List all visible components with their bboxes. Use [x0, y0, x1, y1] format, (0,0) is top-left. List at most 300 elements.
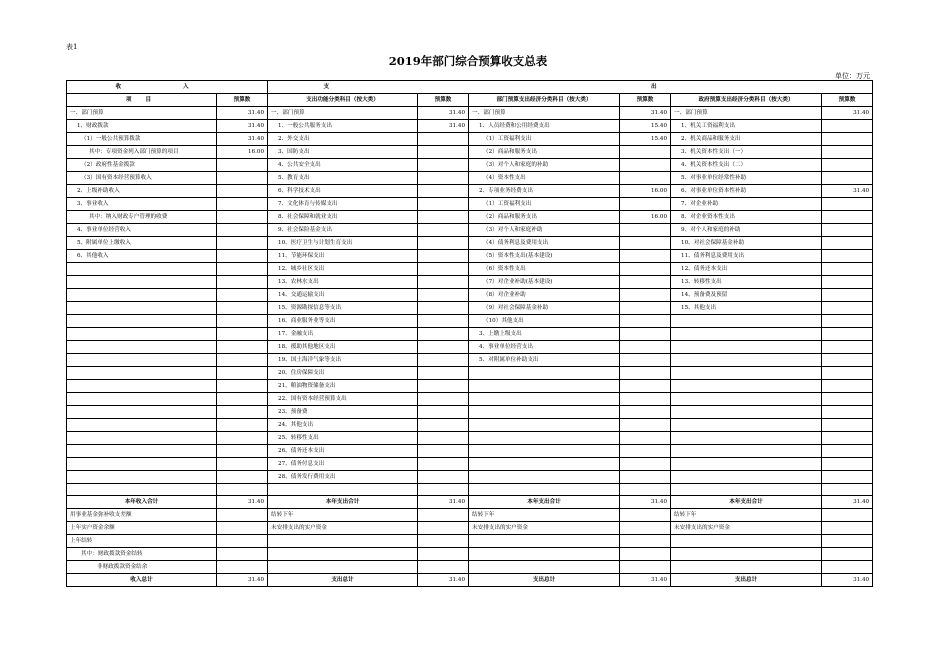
total-label: 支出总计 — [671, 574, 822, 587]
func-amount — [418, 535, 469, 548]
table-row — [67, 458, 873, 471]
gov-econ-amount — [822, 211, 873, 224]
gov-econ-amount — [822, 224, 873, 237]
func-item: 22、国有资本经营预算支出 — [268, 393, 418, 406]
func-item: 7、文化体育与传媒支出 — [268, 198, 418, 211]
income-amount — [217, 406, 268, 419]
table-row — [67, 471, 873, 484]
income-amount: 16.00 — [217, 146, 268, 159]
gov-econ-item — [671, 561, 822, 574]
table-row — [67, 367, 873, 380]
dept-econ-amount — [620, 224, 671, 237]
gov-econ-item: 11、债务利息及费用支出 — [671, 250, 822, 263]
func-amount — [418, 471, 469, 484]
gov-econ-item: 10、对社会保障基金补助 — [671, 237, 822, 250]
func-item: 18、援助其他地区支出 — [268, 341, 418, 354]
func-amount — [418, 146, 469, 159]
gov-econ-item: 结转下年 — [671, 509, 822, 522]
income-item: 4、事业单位经营收入 — [67, 224, 217, 237]
dept-econ-amount — [620, 406, 671, 419]
income-item: 非财政拨款资金结余 — [67, 561, 217, 574]
func-item: 21、粮油物资储备支出 — [268, 380, 418, 393]
func-item: 28、债务发行费用支出 — [268, 471, 418, 484]
gov-econ-amount — [822, 159, 873, 172]
func-amount — [418, 198, 469, 211]
budget-summary-table — [66, 80, 873, 587]
income-item: 5、附属单位上缴收入 — [67, 237, 217, 250]
dept-econ-amount — [620, 263, 671, 276]
income-amount — [217, 224, 268, 237]
income-item: 3、事业收入 — [67, 198, 217, 211]
income-amount — [217, 432, 268, 445]
table-row — [67, 406, 873, 419]
dept-econ-amount — [620, 276, 671, 289]
total-amount: 31.40 — [217, 574, 268, 587]
func-amount — [418, 250, 469, 263]
dept-econ-item: 结转下年 — [469, 509, 620, 522]
dept-econ-item: （2）商品和服务支出 — [469, 211, 620, 224]
income-amount — [217, 393, 268, 406]
gov-econ-amount: 31.40 — [822, 185, 873, 198]
dept-econ-amount — [620, 198, 671, 211]
income-item — [67, 315, 217, 328]
func-amount — [418, 561, 469, 574]
dept-econ-item — [469, 535, 620, 548]
func-item: 一、部门预算 — [268, 107, 418, 120]
gov-econ-item: 15、其他支出 — [671, 302, 822, 315]
gov-econ-amount — [822, 419, 873, 432]
func-item: 24、其他支出 — [268, 419, 418, 432]
income-amount — [217, 172, 268, 185]
header-item: 项 目 — [67, 94, 217, 107]
dept-econ-amount — [620, 172, 671, 185]
gov-econ-item: 3、机关资本性支出（一） — [671, 146, 822, 159]
func-item: 10、医疗卫生与计划生育支出 — [268, 237, 418, 250]
gov-econ-item — [671, 445, 822, 458]
total-amount: 31.40 — [418, 574, 469, 587]
income-amount — [217, 341, 268, 354]
func-item: 11、节能环保支出 — [268, 250, 418, 263]
income-amount — [217, 185, 268, 198]
total-row — [67, 496, 873, 509]
gov-econ-item — [671, 354, 822, 367]
func-amount — [418, 406, 469, 419]
table-row — [67, 185, 873, 198]
income-item — [67, 393, 217, 406]
gov-econ-item: 12、债务还本支出 — [671, 263, 822, 276]
table-row — [67, 276, 873, 289]
func-amount — [418, 263, 469, 276]
gov-econ-amount — [822, 289, 873, 302]
dept-econ-amount — [620, 289, 671, 302]
gov-econ-item: 2、机关商品和服务支出 — [671, 133, 822, 146]
income-item — [67, 367, 217, 380]
dept-econ-item — [469, 380, 620, 393]
table-row — [67, 159, 873, 172]
func-item: 14、交通运输支出 — [268, 289, 418, 302]
dept-econ-amount — [620, 341, 671, 354]
dept-econ-item — [469, 458, 620, 471]
dept-econ-amount — [620, 548, 671, 561]
dept-econ-item: 1、人员经费和公用经费支出 — [469, 120, 620, 133]
income-item — [67, 445, 217, 458]
income-item — [67, 354, 217, 367]
total-label: 本年收入合计 — [67, 496, 217, 509]
func-item — [268, 561, 418, 574]
dept-econ-item: 2、专项业务经费支出 — [469, 185, 620, 198]
table-row — [67, 198, 873, 211]
gov-econ-amount — [822, 120, 873, 133]
gov-econ-amount — [822, 458, 873, 471]
table-row — [67, 419, 873, 432]
income-amount — [217, 484, 268, 496]
table-row — [67, 341, 873, 354]
dept-econ-item: （10）其他支出 — [469, 315, 620, 328]
func-item: 17、金融支出 — [268, 328, 418, 341]
gov-econ-item: 8、对企业资本性支出 — [671, 211, 822, 224]
total-amount: 31.40 — [822, 496, 873, 509]
dept-econ-item: 4、事业单位经营支出 — [469, 341, 620, 354]
total-label: 本年支出合计 — [469, 496, 620, 509]
gov-econ-amount — [822, 535, 873, 548]
dept-econ-amount — [620, 484, 671, 496]
gov-econ-item: 14、预备费及预留 — [671, 289, 822, 302]
func-amount — [418, 509, 469, 522]
table-row — [67, 120, 873, 133]
income-amount — [217, 354, 268, 367]
gov-econ-item — [671, 393, 822, 406]
table-row — [67, 445, 873, 458]
income-item — [67, 302, 217, 315]
func-amount — [418, 484, 469, 496]
income-amount — [217, 328, 268, 341]
dept-econ-amount — [620, 393, 671, 406]
income-item: 其中：专项资金列入部门预算的项目 — [67, 146, 217, 159]
gov-econ-amount — [822, 406, 873, 419]
total-label: 本年支出合计 — [671, 496, 822, 509]
table-row — [67, 263, 873, 276]
income-amount — [217, 367, 268, 380]
dept-econ-amount — [620, 315, 671, 328]
table-row — [67, 289, 873, 302]
gov-econ-amount — [822, 198, 873, 211]
dept-econ-item: 未安排支出的实户资金 — [469, 522, 620, 535]
dept-econ-amount — [620, 146, 671, 159]
table-row — [67, 211, 873, 224]
func-amount — [418, 289, 469, 302]
dept-econ-item — [469, 393, 620, 406]
income-amount — [217, 419, 268, 432]
income-item: 其中：财政拨款资金结转 — [67, 548, 217, 561]
func-item: 8、社会保障和就业支出 — [268, 211, 418, 224]
gov-econ-item — [671, 367, 822, 380]
gov-econ-amount — [822, 484, 873, 496]
total-amount: 31.40 — [822, 574, 873, 587]
func-item: 3、国防支出 — [268, 146, 418, 159]
gov-econ-item — [671, 315, 822, 328]
func-item: 27、债务付息支出 — [268, 458, 418, 471]
income-amount: 31.40 — [217, 120, 268, 133]
income-amount — [217, 263, 268, 276]
income-amount — [217, 211, 268, 224]
gov-econ-item — [671, 548, 822, 561]
gov-econ-amount — [822, 172, 873, 185]
func-amount — [418, 133, 469, 146]
gov-econ-amount — [822, 302, 873, 315]
income-item — [67, 289, 217, 302]
total-amount: 31.40 — [620, 574, 671, 587]
gov-econ-amount — [822, 341, 873, 354]
table-row — [67, 354, 873, 367]
dept-econ-amount: 16.00 — [620, 211, 671, 224]
gov-econ-amount — [822, 380, 873, 393]
gov-econ-amount — [822, 509, 873, 522]
dept-econ-amount — [620, 250, 671, 263]
dept-econ-item: 一、部门预算 — [469, 107, 620, 120]
gov-econ-item: 1、机关工资福利支出 — [671, 120, 822, 133]
table-row — [67, 535, 873, 548]
gov-econ-amount — [822, 445, 873, 458]
dept-econ-item: （3）对个人和家庭的补助 — [469, 159, 620, 172]
total-row — [67, 574, 873, 587]
income-item — [67, 406, 217, 419]
dept-econ-amount — [620, 471, 671, 484]
table-row — [67, 561, 873, 574]
income-item: （2）政府性基金拨款 — [67, 159, 217, 172]
table-row — [67, 380, 873, 393]
gov-econ-item — [671, 380, 822, 393]
dept-econ-amount — [620, 535, 671, 548]
income-item — [67, 263, 217, 276]
income-amount — [217, 198, 268, 211]
dept-econ-item: 3、上缴上级支出 — [469, 328, 620, 341]
func-amount — [418, 328, 469, 341]
func-amount — [418, 548, 469, 561]
table-row — [67, 302, 873, 315]
func-amount — [418, 172, 469, 185]
gov-econ-amount — [822, 237, 873, 250]
dept-econ-amount — [620, 367, 671, 380]
func-amount — [418, 432, 469, 445]
gov-econ-item — [671, 484, 822, 496]
func-amount — [418, 341, 469, 354]
dept-econ-amount: 15.40 — [620, 133, 671, 146]
table-row — [67, 509, 873, 522]
func-item: 19、国土海洋气象等支出 — [268, 354, 418, 367]
table-row — [67, 172, 873, 185]
income-amount: 31.40 — [217, 107, 268, 120]
func-item: 26、债务还本支出 — [268, 445, 418, 458]
income-amount — [217, 276, 268, 289]
func-item: 13、农林水支出 — [268, 276, 418, 289]
income-amount — [217, 522, 268, 535]
dept-econ-amount — [620, 380, 671, 393]
dept-econ-item: （1）工资福利支出 — [469, 198, 620, 211]
header-budget: 预算数 — [217, 94, 268, 107]
income-item: （3）国有资本经营预算收入 — [67, 172, 217, 185]
dept-econ-item: （5）资本性支出(基本建设) — [469, 250, 620, 263]
gov-econ-amount — [822, 354, 873, 367]
func-item: 结转下年 — [268, 509, 418, 522]
dept-econ-item — [469, 432, 620, 445]
func-amount — [418, 393, 469, 406]
gov-econ-item: 一、部门预算 — [671, 107, 822, 120]
table-row — [67, 522, 873, 535]
dept-econ-amount — [620, 328, 671, 341]
dept-econ-item: （4）债务利息及费用支出 — [469, 237, 620, 250]
func-amount — [418, 224, 469, 237]
func-item: 25、转移性支出 — [268, 432, 418, 445]
gov-econ-item: 13、转移性支出 — [671, 276, 822, 289]
dept-econ-item: （6）资本性支出 — [469, 263, 620, 276]
unit-label: 单位：万元 — [835, 72, 870, 80]
func-amount — [418, 445, 469, 458]
income-item — [67, 432, 217, 445]
dept-econ-item — [469, 471, 620, 484]
func-item: 2、外交支出 — [268, 133, 418, 146]
gov-econ-amount — [822, 367, 873, 380]
func-item: 15、资源勘探信息等支出 — [268, 302, 418, 315]
table-row — [67, 133, 873, 146]
gov-econ-item: 6、对事业单位资本性补助 — [671, 185, 822, 198]
gov-econ-item — [671, 419, 822, 432]
dept-econ-item — [469, 484, 620, 496]
gov-econ-item — [671, 341, 822, 354]
gov-econ-amount — [822, 548, 873, 561]
gov-econ-amount — [822, 393, 873, 406]
dept-econ-item — [469, 367, 620, 380]
gov-econ-item — [671, 406, 822, 419]
func-item — [268, 535, 418, 548]
dept-econ-item — [469, 419, 620, 432]
func-item: 9、社会保险基金支出 — [268, 224, 418, 237]
income-item — [67, 380, 217, 393]
income-amount — [217, 445, 268, 458]
dept-econ-item — [469, 548, 620, 561]
table-row — [67, 250, 873, 263]
income-group-header: 收 入 — [67, 81, 268, 94]
gov-econ-amount — [822, 315, 873, 328]
table-tag: 表1 — [66, 43, 78, 51]
header-budget: 预算数 — [620, 94, 671, 107]
income-amount — [217, 458, 268, 471]
dept-econ-amount — [620, 432, 671, 445]
dept-econ-item — [469, 406, 620, 419]
func-item: 5、教育支出 — [268, 172, 418, 185]
gov-econ-amount — [822, 133, 873, 146]
income-amount: 31.40 — [217, 133, 268, 146]
dept-econ-amount — [620, 458, 671, 471]
header-gov-econ-class: 政府预算支出经济分类科目（按大类） — [671, 94, 822, 107]
gov-econ-amount — [822, 328, 873, 341]
gov-econ-amount — [822, 561, 873, 574]
income-amount — [217, 250, 268, 263]
total-label: 支出总计 — [268, 574, 418, 587]
func-item: 12、城乡社区支出 — [268, 263, 418, 276]
dept-econ-amount — [620, 354, 671, 367]
table-row — [67, 237, 873, 250]
dept-econ-amount — [620, 445, 671, 458]
func-amount — [418, 419, 469, 432]
income-item: 用事业基金弥补收支差额 — [67, 509, 217, 522]
gov-econ-amount — [822, 146, 873, 159]
expense-group-header: 支 出 — [268, 81, 873, 94]
dept-econ-amount: 31.40 — [620, 107, 671, 120]
income-amount — [217, 471, 268, 484]
func-amount — [418, 302, 469, 315]
income-amount — [217, 289, 268, 302]
total-amount: 31.40 — [620, 496, 671, 509]
table-row — [67, 224, 873, 237]
func-amount — [418, 367, 469, 380]
table-row — [67, 393, 873, 406]
income-item — [67, 341, 217, 354]
gov-econ-item: 7、对企业补助 — [671, 198, 822, 211]
gov-econ-item: 5、对事业单位经常性补助 — [671, 172, 822, 185]
dept-econ-item: （3）对个人和家庭补助 — [469, 224, 620, 237]
total-label: 收入总计 — [67, 574, 217, 587]
income-item — [67, 276, 217, 289]
dept-econ-item: （4）资本性支出 — [469, 172, 620, 185]
dept-econ-amount: 16.00 — [620, 185, 671, 198]
income-item — [67, 458, 217, 471]
dept-econ-amount — [620, 561, 671, 574]
income-amount — [217, 380, 268, 393]
dept-econ-item: （7）对企业补助(基本建设) — [469, 276, 620, 289]
income-item: 6、其他收入 — [67, 250, 217, 263]
gov-econ-item — [671, 328, 822, 341]
func-amount — [418, 159, 469, 172]
page-title: 2019年部门综合预算收支总表 — [388, 54, 548, 68]
func-item: 6、科学技术支出 — [268, 185, 418, 198]
dept-econ-amount — [620, 302, 671, 315]
income-amount — [217, 535, 268, 548]
func-item — [268, 484, 418, 496]
table-row — [67, 432, 873, 445]
func-item: 23、预备费 — [268, 406, 418, 419]
total-amount: 31.40 — [217, 496, 268, 509]
func-amount — [418, 458, 469, 471]
table-row — [67, 146, 873, 159]
gov-econ-item — [671, 458, 822, 471]
income-amount — [217, 548, 268, 561]
income-item: 其中：纳入财政专户管理的收费 — [67, 211, 217, 224]
gov-econ-item: 4、机关资本性支出（二） — [671, 159, 822, 172]
dept-econ-item: 5、对附属单位补助支出 — [469, 354, 620, 367]
gov-econ-item: 未安排支出的实户资金 — [671, 522, 822, 535]
gov-econ-amount — [822, 276, 873, 289]
income-amount — [217, 159, 268, 172]
income-amount — [217, 237, 268, 250]
func-item: 16、商业服务业等支出 — [268, 315, 418, 328]
func-amount — [418, 380, 469, 393]
func-amount — [418, 185, 469, 198]
gov-econ-item — [671, 471, 822, 484]
dept-econ-amount — [620, 522, 671, 535]
func-amount — [418, 315, 469, 328]
dept-econ-item — [469, 561, 620, 574]
dept-econ-item: （1）工资福利支出 — [469, 133, 620, 146]
table-row — [67, 315, 873, 328]
gov-econ-amount: 31.40 — [822, 107, 873, 120]
income-item: 上年实户资金余额 — [67, 522, 217, 535]
gov-econ-item: 9、对个人和家庭的补助 — [671, 224, 822, 237]
income-item: 上年结转 — [67, 535, 217, 548]
income-item: （1）一般公共预算拨款 — [67, 133, 217, 146]
func-item — [268, 548, 418, 561]
income-item — [67, 419, 217, 432]
income-item: 一、部门预算 — [67, 107, 217, 120]
